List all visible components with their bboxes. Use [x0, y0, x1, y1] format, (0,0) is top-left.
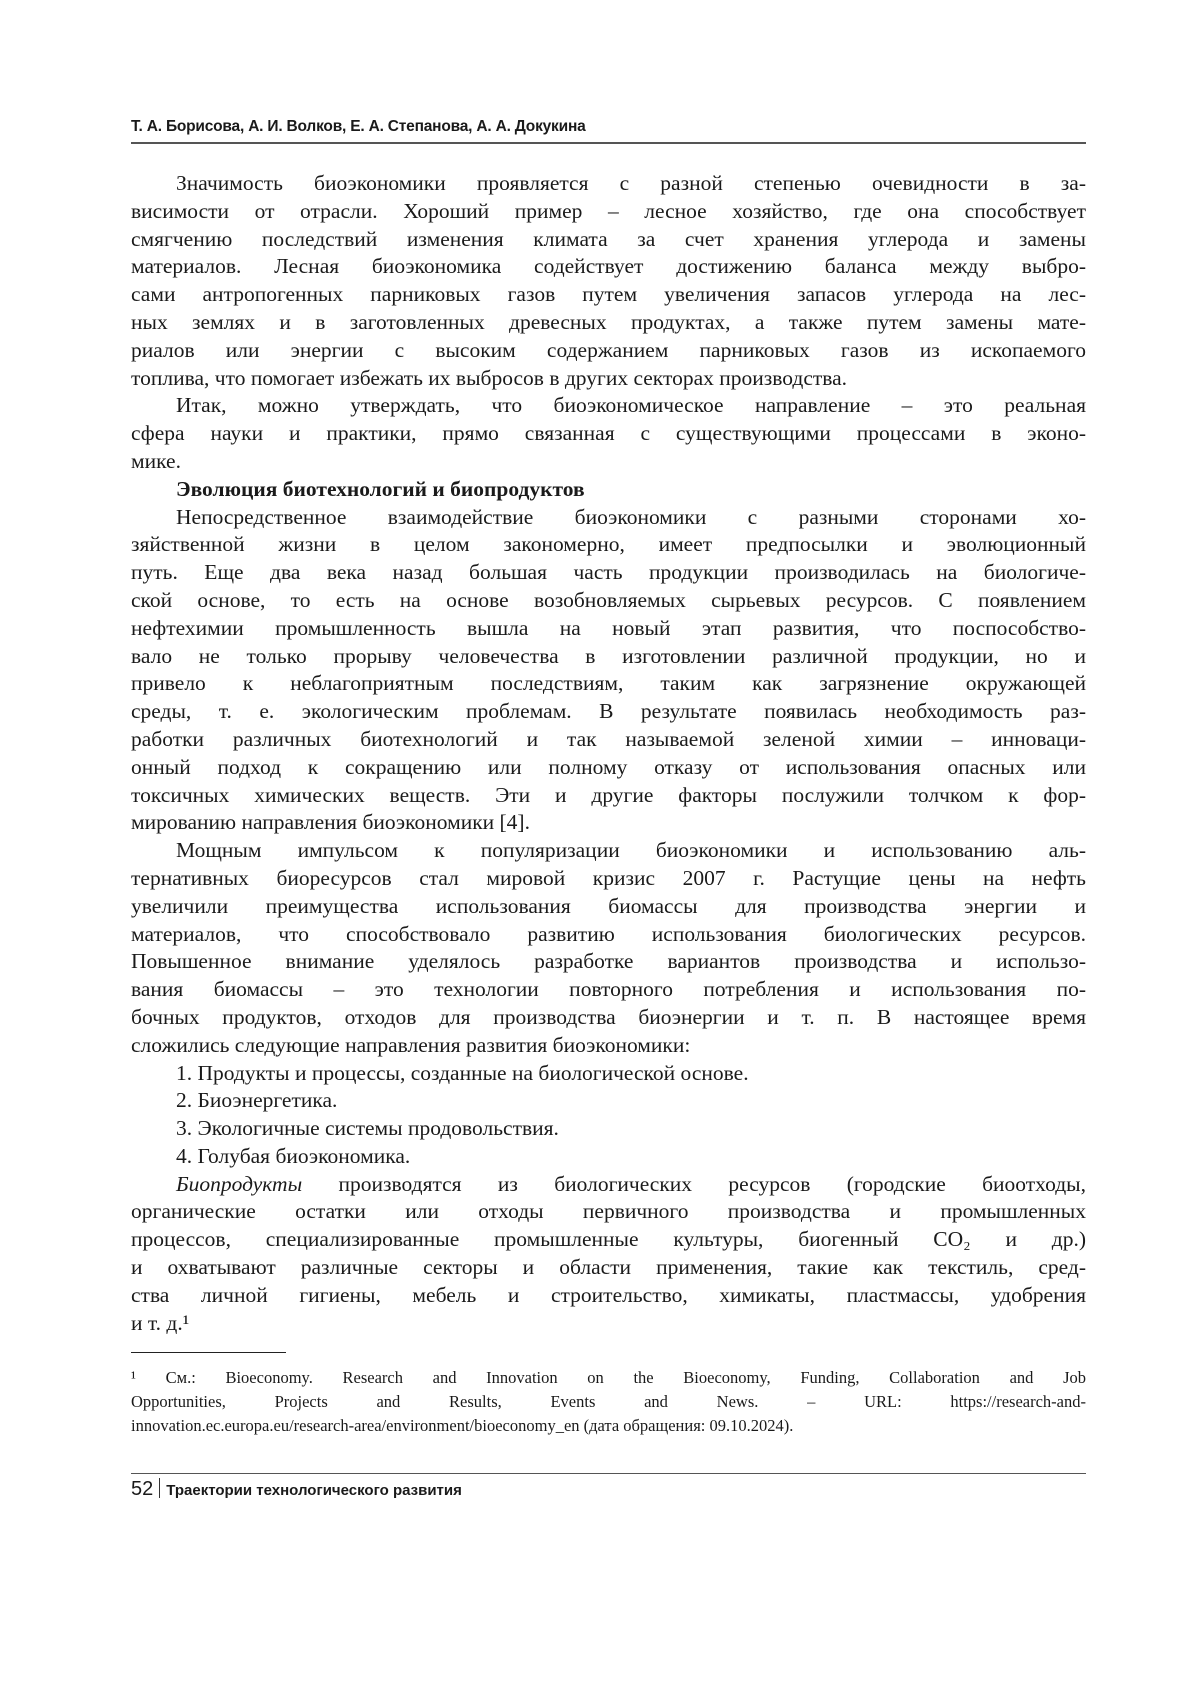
- paragraph-line: мированию направления биоэкономики [4].: [131, 810, 530, 835]
- list-item: 4. Голубая биоэкономика.: [176, 1143, 411, 1168]
- paragraph-line: тернативных биоресурсов стал мировой кризис 2007 г. Растущие цены на нефть: [131, 865, 1086, 890]
- paragraph-line: сами антропогенных парниковых газов путем увеличения запасов углерода на лес-: [131, 282, 1086, 307]
- list-item: 1. Продукты и процессы, созданные на биологической основе.: [176, 1060, 749, 1085]
- paragraph-line: путь. Еще два века назад большая часть продукции производилась на биологиче-: [131, 560, 1086, 585]
- footnote: [131, 1366, 1086, 1438]
- header-authors: Т. А. Борисова, А. И. Волков, Е. А. Степанова, А. А. Докукина: [131, 118, 586, 135]
- paragraph-line: ства личной гигиены, мебель и строительство, химикаты, пластмассы, удобрения: [131, 1282, 1086, 1307]
- article-body: [131, 170, 1086, 1337]
- paragraph-line: токсичных химических веществ. Эти и другие факторы послужили толчком к фор-: [131, 782, 1086, 807]
- paragraph-line: ных землях и в заготовленных древесных продуктах, а также путем замены мате-: [131, 309, 1086, 334]
- paragraph-line: бочных продуктов, отходов для производства биоэнергии и т. п. В настоящее время: [131, 1004, 1086, 1029]
- paragraph-line: Повышенное внимание уделялось разработке вариантов производства и использо-: [131, 949, 1086, 974]
- paragraph-line: органические остатки или отходы первичного производства и промышленных: [131, 1199, 1086, 1224]
- paragraph-line: и охватывают различные секторы и области применения, такие как текстиль, сред-: [131, 1255, 1086, 1280]
- journal-title: Траектории технологического развития: [166, 1482, 462, 1499]
- paragraph-line: сложились следующие направления развития биоэкономики:: [131, 1032, 691, 1057]
- footnote-line: ¹ См.: Bioeconomy. Research and Innovation on the Bioeconomy, Funding, Collaboration and Job: [131, 1368, 1086, 1387]
- paragraph-line: увеличили преимущества использования биомассы для производства энергии и: [131, 893, 1086, 918]
- paragraph-line: Мощным импульсом к популяризации биоэкономики и использованию аль-: [176, 838, 1086, 863]
- paragraph-line: вало не только прорыву человечества в изготовлении различной продукции, но и: [131, 643, 1086, 668]
- paragraph-line: Значимость биоэкономики проявляется с разной степенью очевидности в за-: [176, 171, 1086, 195]
- line-text: производятся из биологических ресурсов (городские биоотходы,: [302, 1171, 1086, 1196]
- paragraph-line: [131, 1171, 1086, 1199]
- paragraph-line: риалов или энергии с высоким содержанием парниковых газов из ископаемого: [131, 337, 1086, 362]
- paragraph-line: привело к неблагоприятным последствиям, таким как загрязнение окружающей: [131, 671, 1086, 696]
- paragraph-line: онный подход к сокращению или полному отказу от использования опасных или: [131, 754, 1086, 779]
- paragraph-line: сфера науки и практики, прямо связанная с существующими процессами в эконо-: [131, 421, 1086, 446]
- running-header: [131, 118, 1086, 144]
- paragraph-line: вания биомассы – это технологии повторного потребления и использования по-: [131, 977, 1086, 1002]
- paragraph-line: ской основе, то есть на основе возобновляемых сырьевых ресурсов. С появлением: [131, 587, 1086, 612]
- paragraph-line: смягчению последствий изменения климата за счет хранения углерода и замены: [131, 226, 1086, 251]
- list-item: 3. Экологичные системы продовольствия.: [176, 1116, 559, 1141]
- paragraph-line: Непосредственное взаимодействие биоэкономики с разными сторонами хо-: [176, 504, 1086, 529]
- paragraph-line: материалов, что способствовало развитию использования биологических ресурсов.: [131, 921, 1086, 946]
- paragraph-line: зяйственной жизни в целом закономерно, имеет предпосылки и эволюционный: [131, 532, 1086, 557]
- footer-separator: [159, 1478, 160, 1498]
- italic-term: Биопродукты: [176, 1171, 303, 1196]
- paragraph-line: нефтехимии промышленность вышла на новый этап развития, что поспособство-: [131, 615, 1086, 640]
- paragraph-line: висимости от отрасли. Хороший пример – лесное хозяйство, где она способствует: [131, 198, 1086, 223]
- paragraph-line: среды, т. е. экологическим проблемам. В результате появилась необходимость раз-: [131, 699, 1086, 724]
- page-footer: [131, 1473, 1086, 1501]
- section-heading: Эволюция биотехнологий и биопродуктов: [176, 476, 585, 501]
- list-item: 2. Биоэнергетика.: [176, 1088, 338, 1113]
- paragraph-line: Итак, можно утверждать, что биоэкономическое направление – это реальная: [176, 393, 1086, 418]
- paragraph-line: и т. д.¹: [131, 1310, 190, 1335]
- paragraph-line: процессов, специализированные промышленные культуры, биогенный CO₂ и др.): [131, 1227, 1086, 1252]
- page-number: 52: [131, 1478, 154, 1500]
- footnote-line: innovation.ec.europa.eu/research-area/environment/bioeconomy_en (дата обращения: 09.10.2024).: [131, 1416, 794, 1435]
- paragraph-line: материалов. Лесная биоэкономика содействует достижению баланса между выбро-: [131, 254, 1086, 279]
- paragraph-line: мике.: [131, 448, 181, 473]
- footnote-divider: [131, 1352, 286, 1353]
- footnote-line: Opportunities, Projects and Results, Events and News. – URL: https://research-and-: [131, 1392, 1086, 1411]
- paragraph-line: топлива, что помогает избежать их выбросов в других секторах производства.: [131, 365, 848, 390]
- paragraph-line: работки различных биотехнологий и так называемой зеленой химии – инноваци-: [131, 726, 1086, 751]
